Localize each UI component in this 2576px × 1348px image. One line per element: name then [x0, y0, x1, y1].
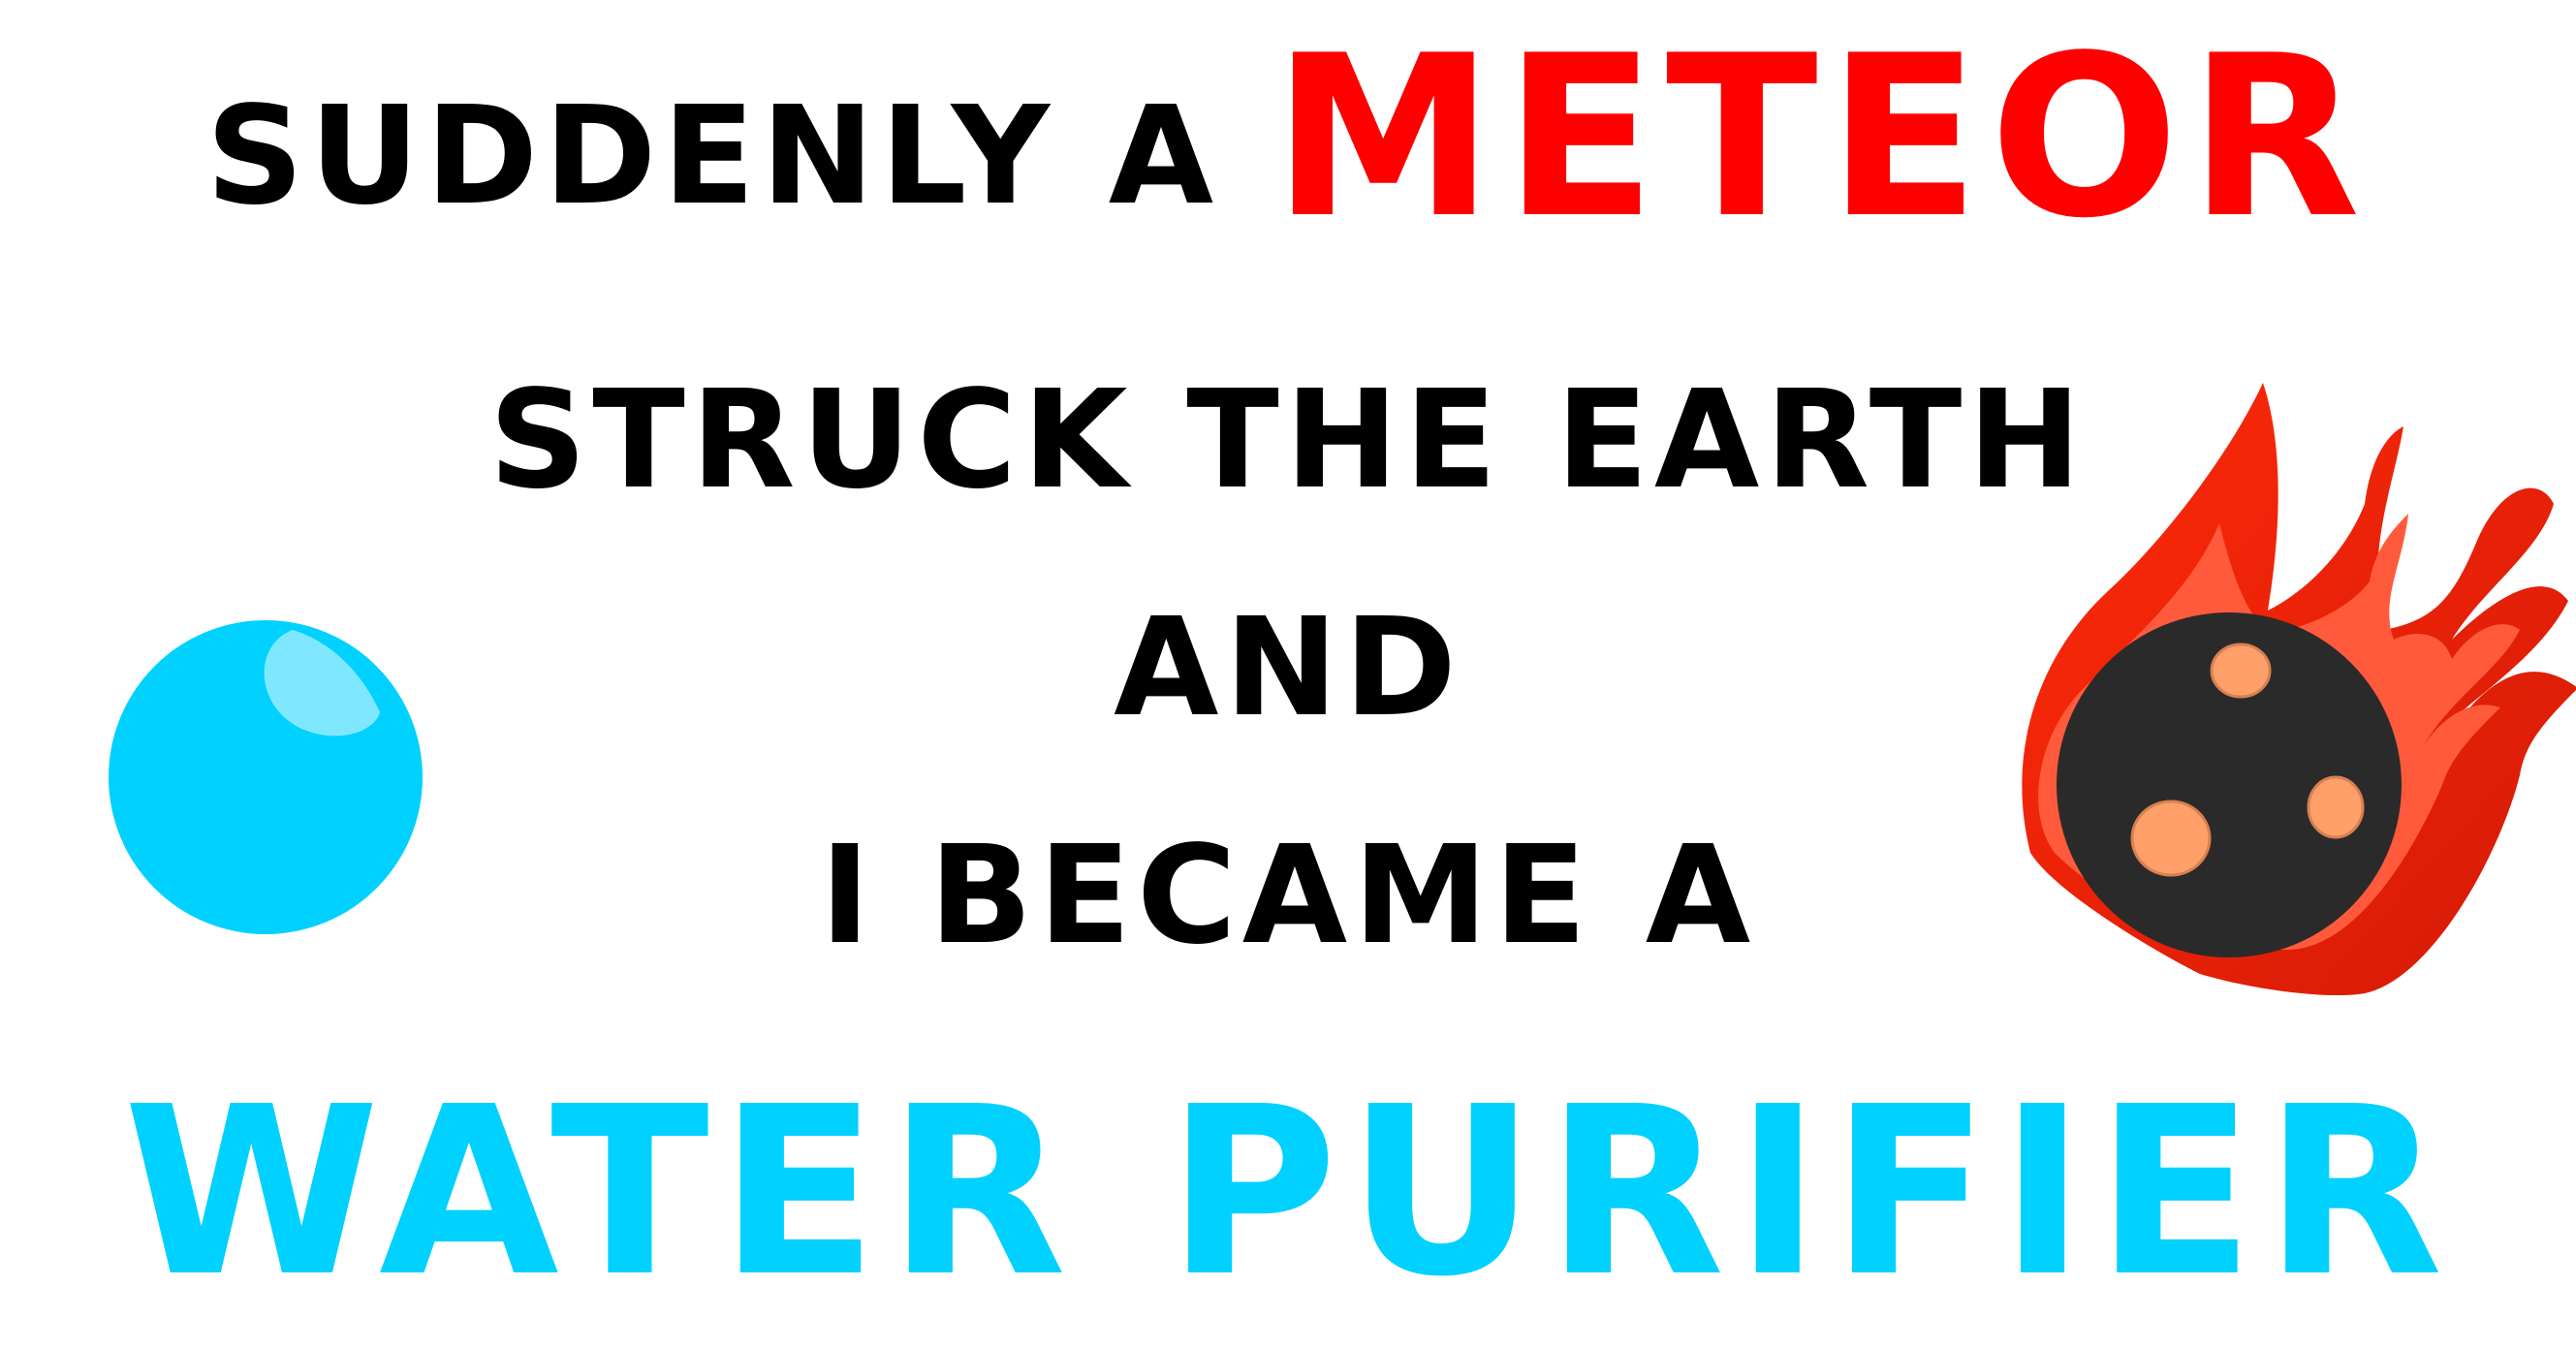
highlight-meteor: METEOR	[1272, 9, 2371, 267]
line-suddenly-a-meteor	[0, 9, 2576, 267]
line-water-purifier	[0, 1056, 2576, 1328]
flaming-meteor-icon	[1996, 310, 2576, 1008]
water-drop-icon	[109, 620, 424, 935]
text-i-became-a: I BECAME A	[819, 817, 1757, 975]
highlight-water-purifier: WATER PURIFIER	[123, 1056, 2453, 1328]
text-struck-the-earth: STRUCK THE EARTH	[488, 361, 2088, 519]
text-suddenly-a: SUDDENLY A	[205, 78, 1220, 235]
text-and: AND	[1114, 589, 1462, 747]
crater-left	[2132, 801, 2210, 875]
crater-top	[2212, 644, 2270, 697]
crater-right	[2309, 777, 2363, 837]
